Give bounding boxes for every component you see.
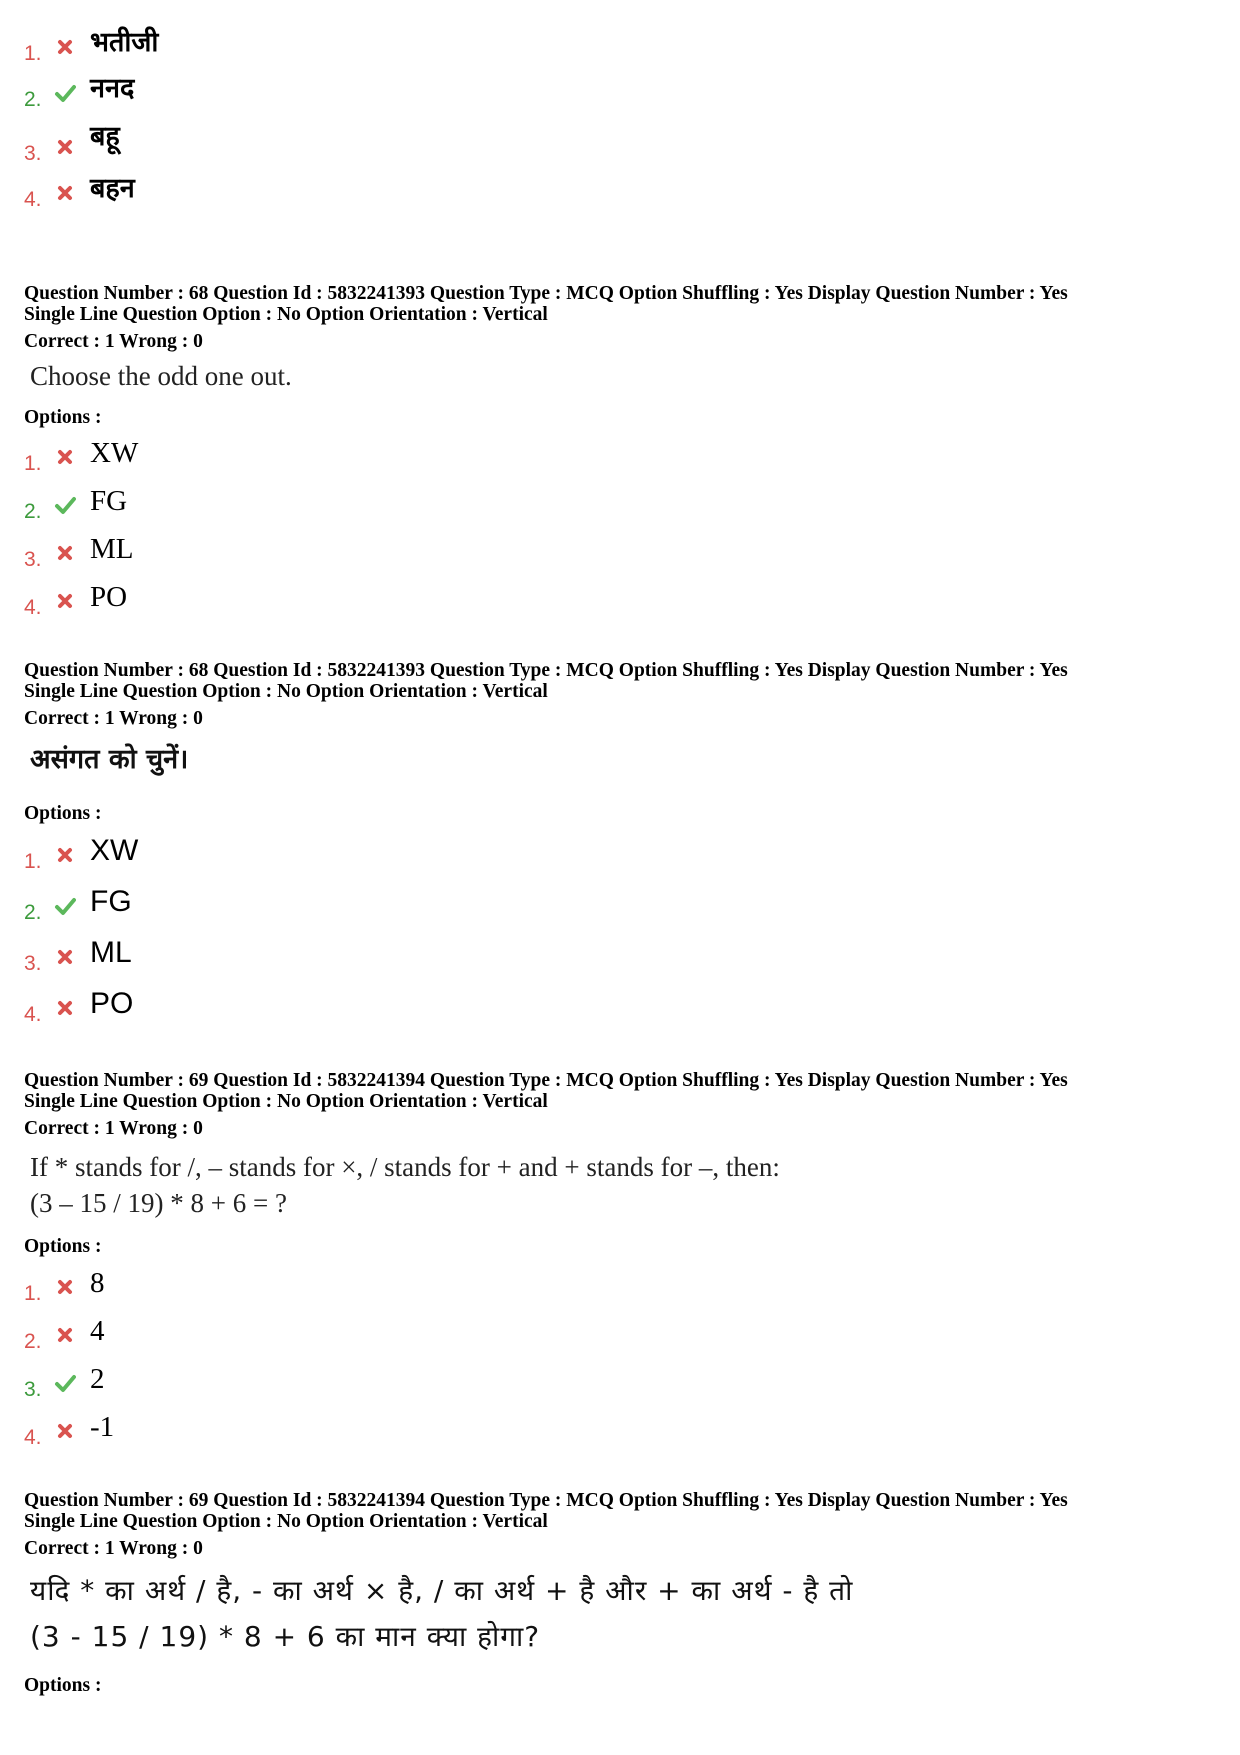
cross-icon [54,1420,76,1442]
option-number: 4. [24,596,42,619]
option-number: 3. [24,548,42,571]
check-icon [54,494,76,516]
question-meta [24,283,1068,352]
meta-line-1: Question Number : 69 Question Id : 5832241394 Question Type : MCQ Option Shuffling : Yes Display Question Number : Yes [24,1070,1068,1091]
options-label: Options : [24,1236,102,1257]
option-number: 2. [24,1330,42,1353]
question-text-line-2: (3 – 15 / 19) * 8 + 6 = ? [30,1188,287,1218]
option-text: ननद [90,73,135,104]
option-text: 2 [90,1363,105,1395]
option-text: भतीजी [90,27,159,58]
cross-icon [54,997,76,1019]
option-number: 1. [24,850,42,873]
options-label: Options : [24,1675,102,1696]
meta-line-3: Correct : 1 Wrong : 0 [24,708,203,729]
meta-line-3: Correct : 1 Wrong : 0 [24,1538,203,1559]
meta-line-2: Single Line Question Option : No Option Orientation : Vertical [24,304,548,325]
option-text: 8 [90,1267,105,1299]
cross-icon [54,446,76,468]
option-text: बहन [90,173,135,204]
check-icon [54,82,76,104]
option-number: 2. [24,901,42,924]
option-number: 2. [24,500,42,523]
option-number: 3. [24,142,42,165]
option-text: बहू [90,121,120,152]
question-meta [24,1070,1068,1139]
question-text: Choose the odd one out. [30,361,292,391]
options-label: Options : [24,803,102,824]
meta-line-3: Correct : 1 Wrong : 0 [24,331,203,352]
option-text: PO [90,987,134,1020]
option-number: 2. [24,88,42,111]
option-text: FG [90,485,128,517]
option-number: 1. [24,42,42,65]
option-number: 3. [24,952,42,975]
option-text: ML [90,533,134,565]
question-meta [24,660,1068,729]
option-text: XW [90,834,139,867]
option-text: XW [90,437,139,469]
option-number: 1. [24,1282,42,1305]
option-text: 4 [90,1315,105,1347]
cross-icon [54,542,76,564]
question-text [30,1568,853,1660]
option-number: 4. [24,1426,42,1449]
meta-line-3: Correct : 1 Wrong : 0 [24,1118,203,1139]
meta-line-2: Single Line Question Option : No Option Orientation : Vertical [24,1091,548,1112]
cross-icon [54,182,76,204]
cross-icon [54,590,76,612]
check-icon [54,895,76,917]
meta-line-1: Question Number : 68 Question Id : 5832241393 Question Type : MCQ Option Shuffling : Yes Display Question Number : Yes [24,660,1068,681]
cross-icon [54,946,76,968]
option-text: FG [90,885,132,918]
question-text: असंगत को चुनें। [30,744,189,775]
option-text: ML [90,936,132,969]
option-number: 1. [24,452,42,475]
option-text: PO [90,581,128,613]
cross-icon [54,1324,76,1346]
cross-icon [54,1276,76,1298]
check-icon [54,1372,76,1394]
option-number: 3. [24,1378,42,1401]
question-text-line-1: यदि * का अर्थ / है, - का अर्थ × है, / का अर्थ + है और + का अर्थ - है तो [30,1574,854,1607]
meta-line-1: Question Number : 69 Question Id : 5832241394 Question Type : MCQ Option Shuffling : Yes Display Question Number : Yes [24,1490,1068,1511]
question-meta [24,1490,1068,1559]
meta-line-2: Single Line Question Option : No Option Orientation : Vertical [24,1511,548,1532]
option-number: 4. [24,1003,42,1026]
question-text [30,1149,780,1221]
meta-line-2: Single Line Question Option : No Option Orientation : Vertical [24,681,548,702]
question-text-line-1: If * stands for /, – stands for ×, / stands for + and + stands for –, then: [30,1152,780,1182]
meta-line-1: Question Number : 68 Question Id : 5832241393 Question Type : MCQ Option Shuffling : Yes Display Question Number : Yes [24,283,1068,304]
options-label: Options : [24,407,102,428]
cross-icon [54,136,76,158]
option-number: 4. [24,188,42,211]
option-text: -1 [90,1411,115,1443]
question-text-line-2: (3 - 15 / 19) * 8 + 6 का मान क्या होगा? [30,1620,541,1653]
cross-icon [54,36,76,58]
cross-icon [54,844,76,866]
